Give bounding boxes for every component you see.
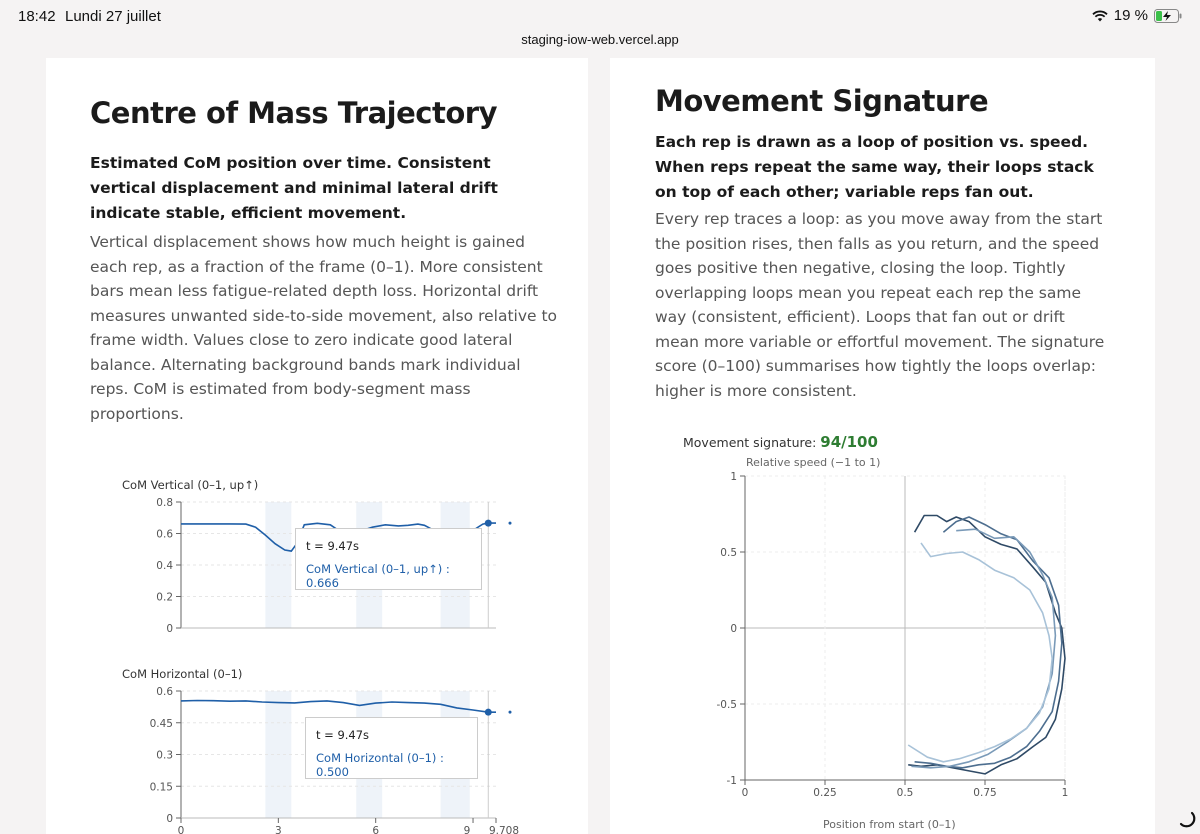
vertical-end-dot xyxy=(509,522,512,525)
signature-lead: Each rep is drawn as a loop of position vs. speed. When reps repeat the same way, their loops stack on top of each other; variable reps fan out. xyxy=(655,133,1094,201)
vertical-y-tick-label: 0.8 xyxy=(156,497,173,509)
vertical-tooltip-time: t = 9.47s xyxy=(306,539,360,553)
signature-rep-loop-3 xyxy=(911,529,1055,768)
signature-title: Movement Signature xyxy=(655,84,989,118)
vertical-y-tick-label: 0 xyxy=(166,623,173,635)
com-card xyxy=(46,58,588,834)
vertical-active-point xyxy=(485,520,492,527)
vertical-tooltip xyxy=(295,528,482,590)
signature-chart[interactable] xyxy=(610,58,1155,834)
signature-y-tick-label: -0.5 xyxy=(716,699,737,711)
vertical-y-tick-label: 0.4 xyxy=(156,560,173,572)
vertical-y-tick-label: 0.6 xyxy=(156,528,173,541)
signature-y-axis-title: Relative speed (−1 to 1) xyxy=(746,456,881,469)
signature-x-tick-label: 0.5 xyxy=(896,787,914,799)
signature-card xyxy=(610,58,1155,834)
status-bar xyxy=(0,0,1200,34)
horizontal-end-dot xyxy=(509,711,512,714)
horizontal-x-tick-label: 9 xyxy=(463,825,471,834)
com-title: Centre of Mass Trajectory xyxy=(90,96,497,130)
battery-percent: 19 % xyxy=(1113,7,1148,24)
vertical-tooltip-value: CoM Vertical (0–1, up↑) : 0.666 xyxy=(306,562,450,590)
status-time: 18:42 xyxy=(18,8,56,25)
com-body: Vertical displacement shows how much height is gained each rep, as a fraction of the frame (0–1). More consistent bars mean less fatigue-related depth loss. Horizontal drift measures unwanted side-to-side movement, also relative to frame width. Values close to zero indicate good lateral balance. Alternating background bands mark individual reps. CoM is estimated from body-segment mass proportions. xyxy=(90,233,558,423)
browser-url[interactable]: staging-iow-web.vercel.app xyxy=(521,32,679,47)
signature-y-tick-label: 1 xyxy=(730,471,737,483)
vertical-y-tick-label: 0.2 xyxy=(156,591,173,604)
signature-rep-loop-4 xyxy=(908,543,1052,762)
horizontal-x-tick-label: 3 xyxy=(274,825,282,834)
signature-y-tick-label: 0.5 xyxy=(720,547,737,559)
wifi-icon xyxy=(1092,10,1108,22)
signature-body: Every rep traces a loop: as you move away from the start the position rises, then falls as you return, and the speed goes positive then negative, closing the loop. Tightly overlapping loops mean you repeat each rep the same way (consistent, efficient). Loops that fan out or drift mean more variable or effortful movement. The signature score (0–100) summarises how tightly the loops overlap: higher is more consistent. xyxy=(655,210,1105,400)
horizontal-y-tick-label: 0.15 xyxy=(149,781,173,794)
signature-x-tick-label: 0.25 xyxy=(813,787,837,799)
status-right xyxy=(1092,7,1182,24)
horizontal-tooltip-time: t = 9.47s xyxy=(316,728,370,742)
status-date: Lundi 27 juillet xyxy=(65,8,161,25)
loading-spinner-icon xyxy=(1178,810,1194,826)
horizontal-y-tick-label: 0 xyxy=(166,813,173,825)
horizontal-x-tick-label: 9.708 xyxy=(488,825,520,834)
signature-score-label: Movement signature: xyxy=(683,435,817,450)
com-lead: Estimated CoM position over time. Consistent vertical displacement and minimal lateral drift indicate stable, efficient movement. xyxy=(90,154,498,222)
signature-rep-loop-1 xyxy=(908,516,1065,774)
vertical-chart-label: CoM Vertical (0–1, up↑) xyxy=(122,478,259,492)
battery-charging-icon xyxy=(1154,9,1182,23)
signature-x-tick-label: 1 xyxy=(1061,787,1069,799)
signature-x-tick-label: 0 xyxy=(741,787,749,799)
signature-score-value: 94/100 xyxy=(820,433,878,451)
horizontal-y-tick-label: 0.6 xyxy=(156,686,173,698)
horizontal-active-point xyxy=(485,709,492,716)
signature-y-tick-label: 0 xyxy=(730,623,737,635)
signature-y-tick-label: -1 xyxy=(726,775,737,787)
horizontal-y-tick-label: 0.3 xyxy=(156,749,173,762)
horizontal-x-tick-label: 0 xyxy=(177,825,185,834)
horizontal-x-tick-label: 6 xyxy=(372,825,380,834)
signature-x-axis-title: Position from start (0–1) xyxy=(823,818,956,831)
horizontal-y-tick-label: 0.45 xyxy=(149,717,173,730)
horizontal-chart-label: CoM Horizontal (0–1) xyxy=(122,667,243,681)
horizontal-tooltip-value: CoM Horizontal (0–1) : 0.500 xyxy=(316,751,444,779)
horizontal-tooltip xyxy=(305,717,478,779)
signature-x-tick-label: 0.75 xyxy=(973,787,997,799)
